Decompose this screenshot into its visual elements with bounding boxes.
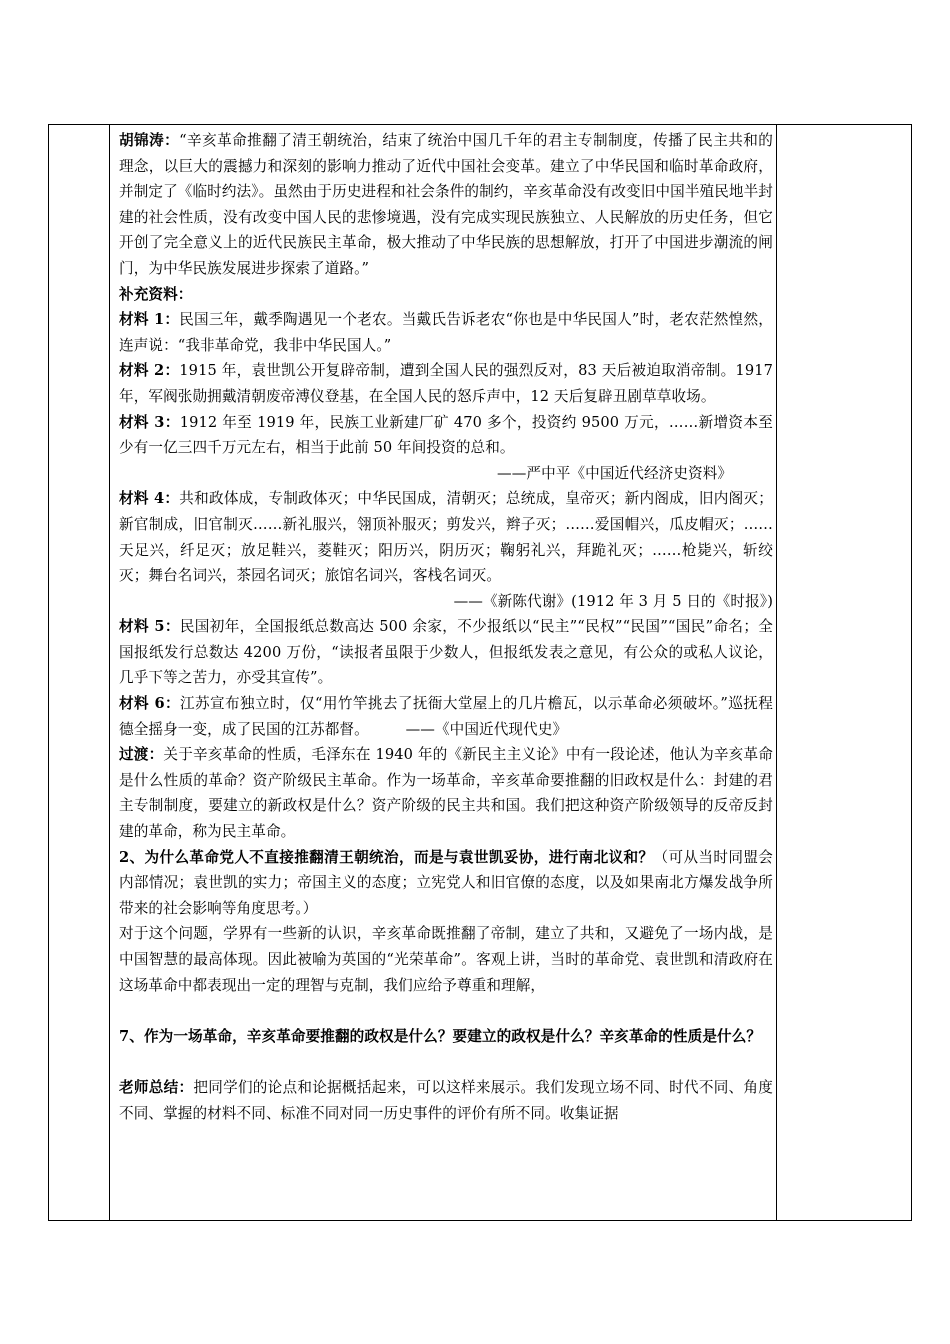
- material-5: 材料 5：民国初年，全国报纸总数高达 500 余家，不少报纸以“民主”“民权”“民国”“国民”命名；全国报纸发行总数达 4200 万份，“读报者虽限于少数人，但报纸发表之意见，有公众的或私人议论，几乎下等之苦力，亦受其宣传”。: [119, 618, 773, 687]
- material-1: 材料 1：民国三年，戴季陶遇见一个老农。当戴氏告诉老农“你也是中华民国人”时，老农茫然惶然，连声说：“我非革命党，我非中华民国人。”: [119, 311, 773, 354]
- teacher-summary: 老师总结：把同学们的论点和论据概括起来，可以这样来展示。我们发现立场不同、时代不同、角度不同、掌握的材料不同、标准不同对同一历史事件的评价有所不同。收集证据: [119, 1078, 773, 1122]
- material-4: 材料 4：共和政体成，专制政体灭；中华民国成，清朝灭；总统成，皇帝灭；新内阁成，旧内阁灭；新官制成，旧官制灭……新礼服兴，翎顶补服灭；剪发兴，辫子灭；……爱国帽兴，瓜皮帽灭；……天足兴，纤足灭；放足鞋兴，菱鞋灭；阳历兴，阴历灭；鞠躬礼兴，拜跪礼灭；……枪毙兴，斩绞灭；舞台名词兴，茶园名词灭；旅馆名词兴，客栈名词灭。: [119, 490, 773, 585]
- answer-2: 对于这个问题，学界有一些新的认识，辛亥革命既推翻了帝制，建立了共和，又避免了一场内战，是中国智慧的最高体现。因此被喻为英国的“光荣革命”。客观上讲，当时的革命党、袁世凯和清政府在这场革命中都表现出一定的理智与克制，我们应给予尊重和理解，: [119, 925, 773, 994]
- question-7: 7、作为一场革命，辛亥革命要推翻的政权是什么？要建立的政权是什么？辛亥革命的性质是什么？: [119, 1027, 762, 1045]
- column-divider-left: [109, 125, 110, 1220]
- material-3: 材料 3：1912 年至 1919 年，民族工业新建厂矿 470 多个，投资约 9500 万元，……新增资本至少有一亿三四千万元左右，相当于此前 50 年间投资的总和。: [119, 413, 773, 457]
- material-2: 材料 2：1915 年，袁世凯公开复辟帝制，遭到全国人民的强烈反对，83 天后被迫取消帝制。1917 年，军阀张勋拥戴清朝废帝溥仪登基，在全国人民的怒斥声中，12 天后复辟丑剧草草收场。: [119, 362, 773, 405]
- question-2: 2、为什么革命党人不直接推翻清王朝统治，而是与袁世凯妥协，进行南北议和？（可从当时同盟会内部情况；袁世凯的实力；帝国主义的态度；立宪党人和旧官僚的态度，以及如果南北方爆发战争所带来的社会影响等角度思考。）: [119, 848, 773, 917]
- blank-line: [119, 998, 773, 1024]
- lesson-table: [48, 124, 912, 1221]
- supplement-heading: 补充资料：: [119, 285, 193, 303]
- blank-line: [119, 1049, 773, 1075]
- lesson-content: [119, 128, 773, 1126]
- column-divider-right: [776, 125, 777, 1220]
- quote-hu: 胡锦涛：“辛亥革命推翻了清王朝统治，结束了统治中国几千年的君主专制制度，传播了民主共和的理念，以巨大的震撼力和深刻的影响力推动了近代中国社会变革。建立了中华民国和临时革命政府，并制定了《临时约法》。虽然由于历史进程和社会条件的制约，辛亥革命没有改变旧中国半殖民地半封建的社会性质，没有改变中国人民的悲惨境遇，没有完成实现民族独立、人民解放的历史任务，但它开创了完全意义上的近代民族民主革命，极大推动了中华民族的思想解放，打开了中国进步潮流的闸门，为中华民族发展进步探索了道路。”: [119, 132, 773, 277]
- transition: 过渡：关于辛亥革命的性质，毛泽东在 1940 年的《新民主主义论》中有一段论述，他认为辛亥革命是什么性质的革命？资产阶级民主革命。作为一场革命，辛亥革命要推翻的旧政权是什么：封建的君主专制制度，要建立的新政权是什么？资产阶级的民主共和国。我们把这种资产阶级领导的反帝反封建的革命，称为民主革命。: [119, 746, 773, 841]
- material-6: 材料 6：江苏宣布独立时，仅“用竹竿挑去了抚衙大堂屋上的几片檐瓦，以示革命必须破坏。”巡抚程德全摇身一变，成了民国的江苏都督。 ——《中国近代现代史》: [119, 695, 773, 738]
- material-4-source: ——《新陈代谢》(1912 年 3 月 5 日的《时报》): [453, 592, 773, 610]
- material-3-source: ——严中平《中国近代经济史资料》: [497, 464, 733, 482]
